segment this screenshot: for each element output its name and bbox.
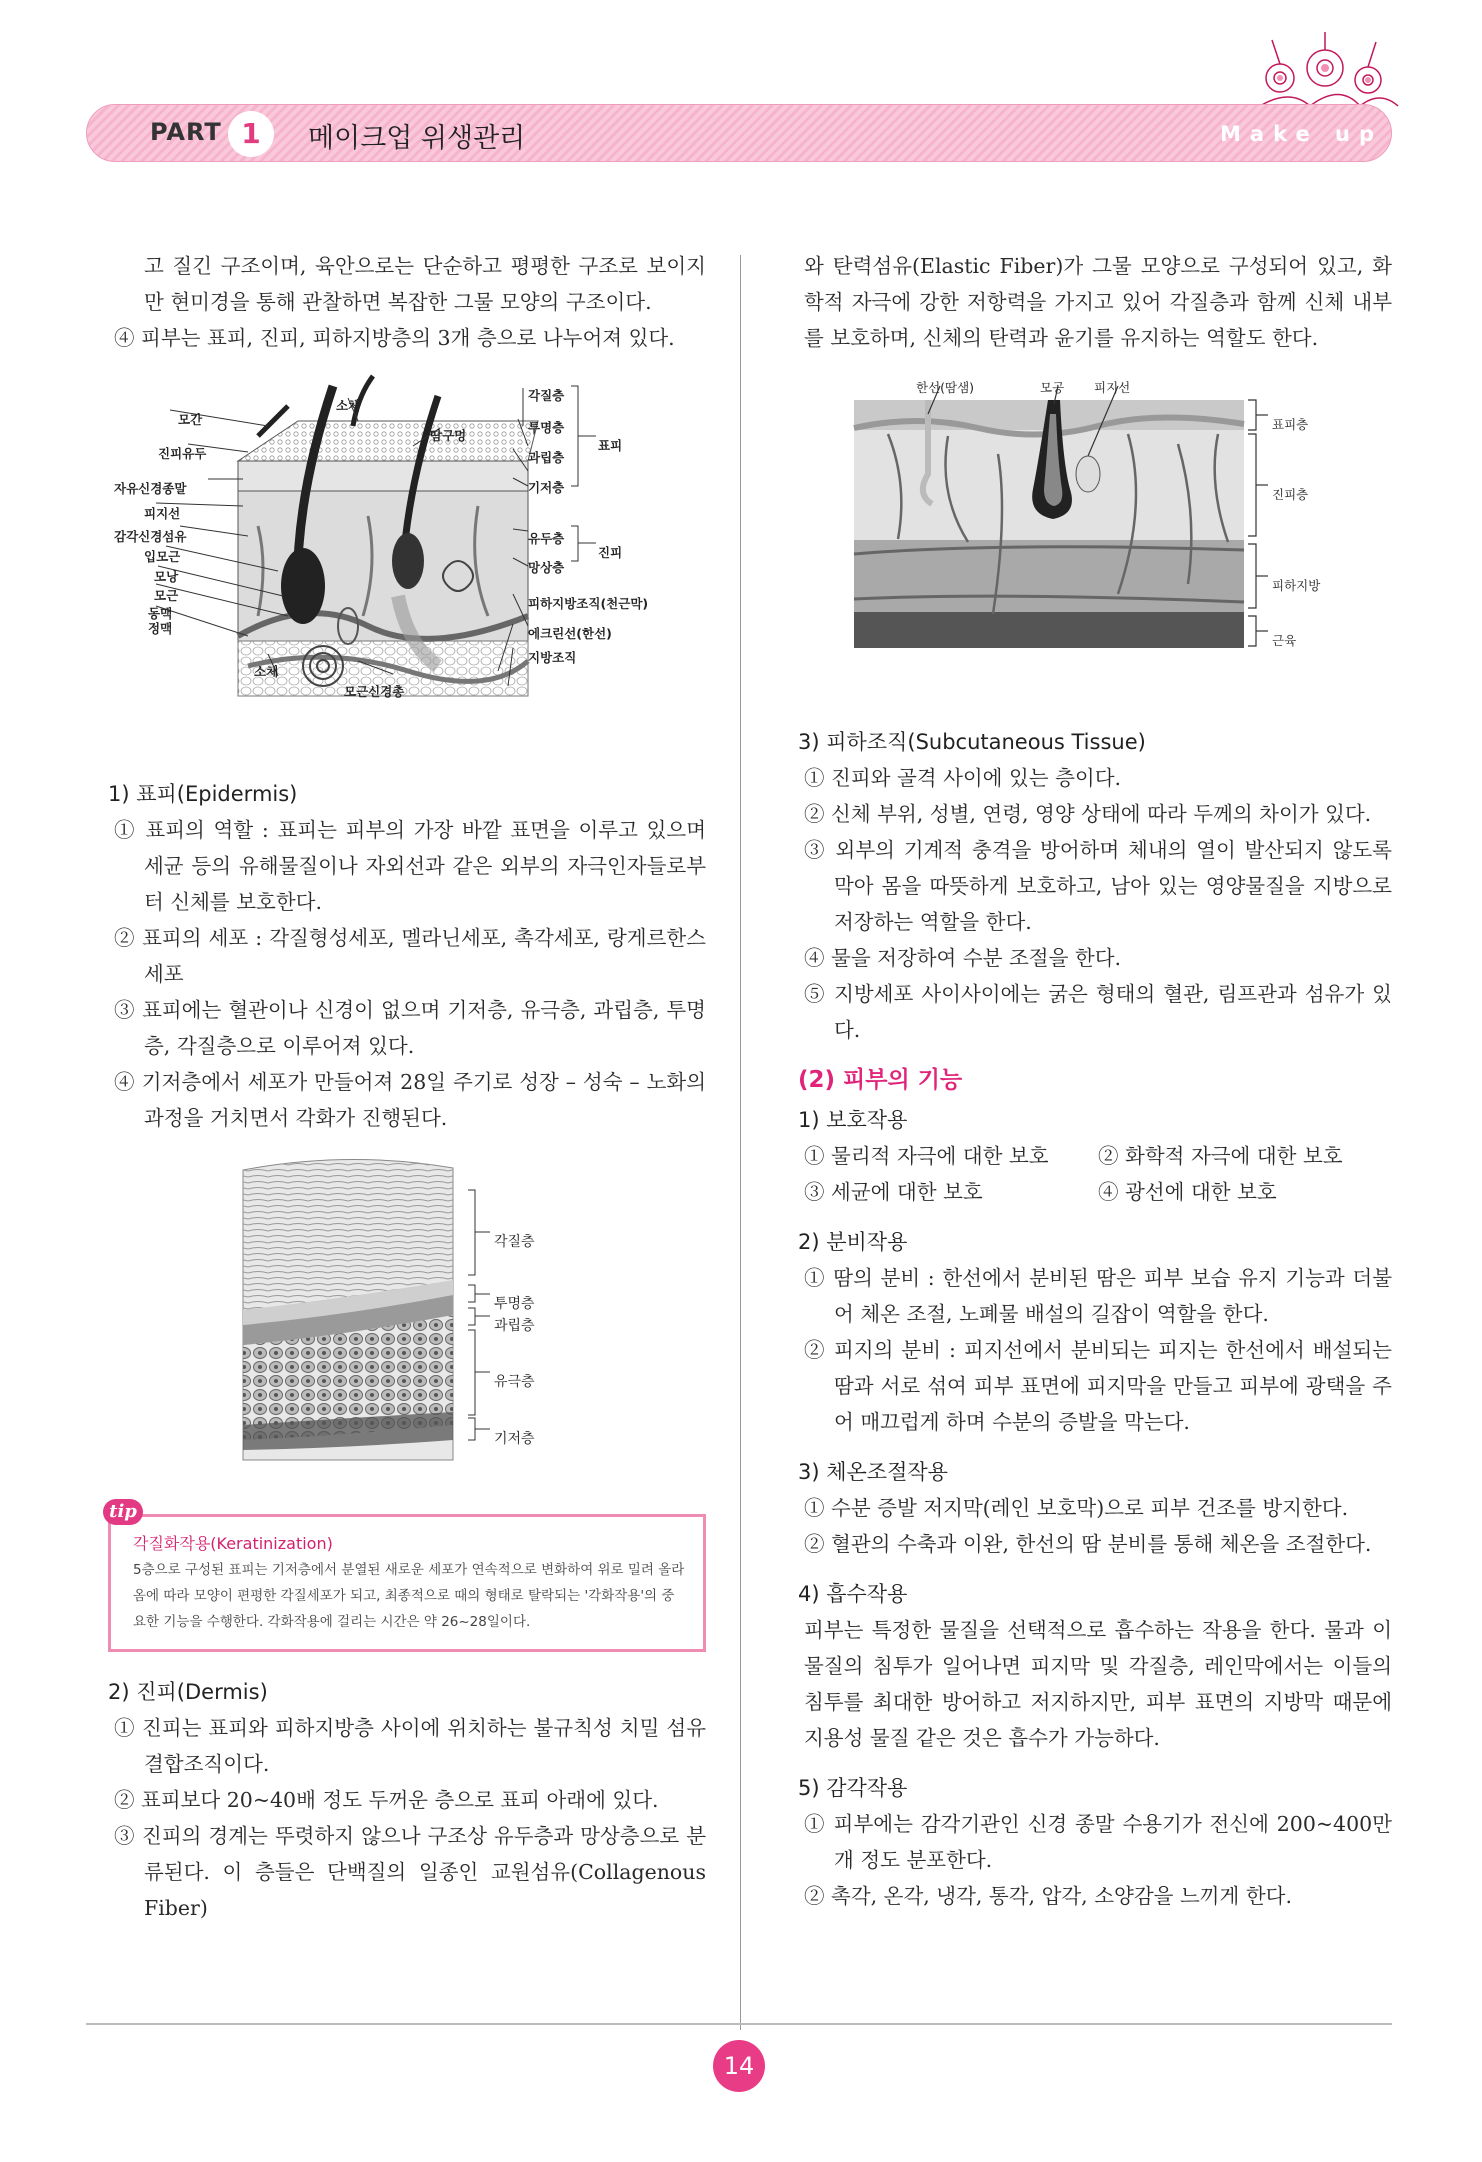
list-item: ⑤ 지방세포 사이사이에는 굵은 형태의 혈관, 림프관과 섬유가 있다.: [804, 982, 1392, 1042]
tip-box: [108, 1501, 706, 1652]
list-item: ① 진피는 표피와 피하지방층 사이에 위치하는 불규칙성 치밀 섬유 결합조직이다.: [114, 1716, 706, 1776]
figure-label: 에크린선(한선): [528, 626, 612, 641]
list-item: ② 혈관의 수축과 이완, 한선의 땀 분비를 통해 체온을 조절한다.: [804, 1532, 1372, 1556]
list-item: ② 화학적 자극에 대한 보호: [1098, 1144, 1343, 1168]
list-item: ④ 기저층에서 세포가 만들어져 28일 주기로 성장 – 성숙 – 노화의 과정을 거치면서 각화가 진행된다.: [114, 1070, 706, 1130]
list-item: ② 신체 부위, 성별, 연령, 영양 상태에 따라 두께의 차이가 있다.: [804, 802, 1372, 826]
list-item: ① 표피의 역할 : 표피는 피부의 가장 바깥 표면을 이루고 있으며 세균 등의 유해물질이나 자외선과 같은 외부의 자극인자들로부터 신체를 보호한다.: [114, 818, 706, 914]
figure-label: 모근: [154, 588, 179, 603]
list-item: ① 수분 증발 저지막(레인 보호막)으로 피부 건조를 방지한다.: [804, 1496, 1349, 1520]
figure-label: 한선(땀샘): [916, 380, 975, 395]
figure-label: 과립층: [528, 450, 565, 465]
figure-label: 진피유두: [158, 446, 207, 461]
tip-badge: tip: [103, 1499, 143, 1525]
figure-label: 소체: [254, 664, 279, 679]
figure-label: 각질층: [494, 1234, 535, 1250]
list-item: ① 진피와 골격 사이에 있는 층이다.: [804, 766, 1122, 790]
skin-cross-section-figure: [798, 364, 1392, 714]
figure-label: 소체: [336, 398, 361, 413]
section-heading: 2) 분비작용: [798, 1230, 908, 1254]
flower-decoration-icon: [1250, 28, 1400, 108]
right-column: [798, 248, 1392, 1914]
list-item: ② 촉각, 온각, 냉각, 통각, 압각, 소양감을 느끼게 한다.: [804, 1884, 1292, 1908]
tip-body: 5층으로 구성된 표피는 기저층에서 분열된 새로운 세포가 연속적으로 변화하여 위로 밀려 올라옴에 따라 모양이 편평한 각질세포가 되고, 최종적으로 때의 형태로 탈락되는 '각화작용'의 중요한 기능을 수행한다. 각화작용에 걸리는 시간은 약 26~28일이다.: [133, 1562, 685, 1630]
figure-label: 망상층: [528, 560, 565, 575]
figure-label: 감각신경섬유: [114, 529, 187, 544]
figure-label: 투명층: [494, 1296, 535, 1312]
page-number: 14: [713, 2040, 765, 2092]
list-item: ④ 광선에 대한 보호: [1098, 1180, 1277, 1204]
figure-label: 지방조직: [528, 650, 577, 665]
figure-label: 근육: [1272, 633, 1297, 648]
intro-item: ④ 피부는 표피, 진피, 피하지방층의 3개 층으로 나누어져 있다.: [114, 326, 675, 350]
epidermis-layers-figure: [108, 1150, 706, 1480]
figure-label: 입모근: [144, 549, 181, 564]
figure-label: 과립층: [494, 1318, 535, 1334]
figure-label: 유극층: [494, 1374, 535, 1390]
figure-label: 표피: [598, 438, 623, 453]
figure-label: 정맥: [148, 621, 173, 636]
figure-label: 모근신경총: [344, 684, 405, 699]
figure-label: 기저층: [528, 480, 565, 495]
epidermis-layers-illustration: [108, 1150, 706, 1480]
protection-list: [798, 1174, 1392, 1210]
section-heading: 4) 흡수작용: [798, 1582, 908, 1606]
list-item: ③ 진피의 경계는 뚜렷하지 않으나 구조상 유두층과 망상층으로 분류된다. 이 층들은 단백질의 일종인 교원섬유(Collagenous Fiber): [114, 1824, 706, 1920]
left-column: [108, 248, 706, 1926]
figure-label: 각질층: [528, 388, 565, 403]
list-item: ③ 외부의 기계적 충격을 방어하며 체내의 열이 발산되지 않도록 막아 몸을 따뜻하게 보호하고, 남아 있는 영양물질을 지방으로 저장하는 역할을 한다.: [804, 838, 1392, 934]
list-item: ② 피지의 분비 : 피지선에서 분비되는 피지는 한선에서 배설되는 땀과 서로 섞여 피부 표면에 피지막을 만들고 피부에 광택을 주어 매끄럽게 하며 수분의 증발을 막는다.: [804, 1338, 1392, 1434]
part-number-badge: 1: [228, 111, 274, 157]
list-item: ① 피부에는 감각기관인 신경 종말 수용기가 전신에 200~400만 개 정도 분포한다.: [804, 1812, 1392, 1872]
header-tag: Make up: [1220, 122, 1384, 146]
figure-label: 자유신경종말: [114, 481, 187, 496]
functions-heading: (2) 피부의 기능: [798, 1067, 963, 1093]
figure-label: 표피층: [1272, 417, 1309, 432]
figure-label: 진피층: [1272, 487, 1309, 502]
figure-label: 피지선: [144, 506, 181, 521]
chapter-title: 메이크업 위생관리: [308, 123, 526, 154]
list-item: ③ 표피에는 혈관이나 신경이 없으며 기저층, 유극층, 과립층, 투명층, 각질층으로 이루어져 있다.: [114, 998, 706, 1058]
figure-label: 동맥: [148, 606, 173, 621]
tip-title: 각질화작용(Keratinization): [133, 1534, 333, 1553]
figure-label: 모낭: [154, 569, 179, 584]
figure-label: 유두층: [528, 531, 565, 546]
list-item: ④ 물을 저장하여 수분 조절을 한다.: [804, 946, 1122, 970]
footer-line: [86, 2023, 1392, 2025]
figure-label: 피하지방조직(천근막): [528, 596, 649, 611]
list-item: ① 물리적 자극에 대한 보호: [804, 1144, 1049, 1168]
figure-label: 모공: [1040, 380, 1065, 395]
part-label: PART: [150, 118, 222, 146]
figure-label: 피하지방: [1272, 578, 1321, 593]
figure-label: 땀구멍: [430, 428, 467, 443]
section-heading: 3) 체온조절작용: [798, 1460, 948, 1484]
section-heading: 1) 표피(Epidermis): [108, 782, 298, 806]
list-item: ② 표피의 세포 : 각질형성세포, 멜라닌세포, 촉각세포, 랑게르한스세포: [114, 926, 706, 986]
protection-list: [798, 1138, 1392, 1174]
column-divider: [740, 255, 741, 2030]
section-heading: 1) 보호작용: [798, 1108, 908, 1132]
figure-label: 진피: [598, 545, 623, 560]
skin-structure-figure: [108, 366, 706, 766]
intro-text: 와 탄력섬유(Elastic Fiber)가 그물 모양으로 구성되어 있고, 화학적 자극에 강한 저항력을 가지고 있어 각질층과 함께 신체 내부를 보호하며, 신체의 탄력과 윤기를 유지하는 역할도 한다.: [804, 254, 1392, 350]
figure-label: 투명층: [528, 420, 565, 435]
figure-label: 기저층: [494, 1431, 535, 1447]
intro-text: 고 질긴 구조이며, 육안으로는 단순하고 평평한 구조로 보이지만 현미경을 통해 관찰하면 복잡한 그물 모양의 구조이다.: [144, 254, 706, 314]
list-item: ② 표피보다 20~40배 정도 두꺼운 층으로 표피 아래에 있다.: [114, 1788, 659, 1812]
figure-label: 모간: [178, 412, 203, 427]
section-heading: 3) 피하조직(Subcutaneous Tissue): [798, 730, 1146, 754]
section-heading: 2) 진피(Dermis): [108, 1680, 268, 1704]
list-item: ① 땀의 분비 : 한선에서 분비된 땀은 피부 보습 유지 기능과 더불어 체온 조절, 노폐물 배설의 길잡이 역할을 한다.: [804, 1266, 1392, 1326]
section-heading: 5) 감각작용: [798, 1776, 908, 1800]
figure-label: 피지선: [1094, 380, 1131, 395]
list-item: ③ 세균에 대한 보호: [804, 1180, 983, 1204]
paragraph: 피부는 특정한 물질을 선택적으로 흡수하는 작용을 한다. 물과 이 물질의 침투가 일어나면 피지막 및 각질층, 레인막에서는 이들의 침투를 최대한 방어하고 저지하지만, 피부 표면의 지방막 때문에 지용성 물질 같은 것은 흡수가 가능하다.: [804, 1618, 1392, 1750]
header-bar: [86, 104, 1392, 162]
